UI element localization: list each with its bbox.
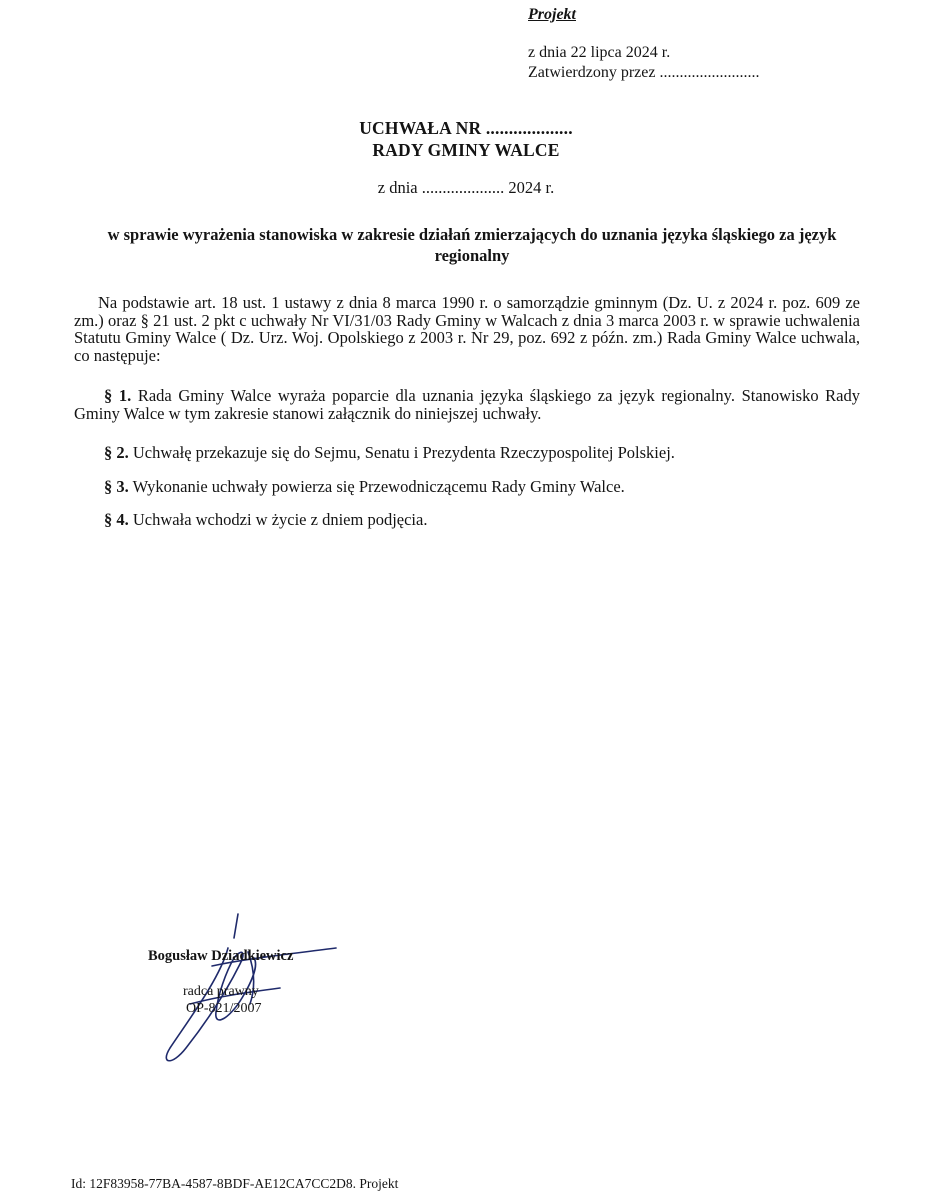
- approved-by-line: Zatwierdzony przez .........................: [528, 64, 760, 81]
- signatory-name: Bogusław Dziadkiewicz: [148, 948, 294, 964]
- section-number: § 1.: [104, 386, 132, 405]
- document-id-footer: Id: 12F83958-77BA-4587-8BDF-AE12CA7CC2D8. Projekt: [71, 1176, 399, 1191]
- header-date: z dnia 22 lipca 2024 r.: [528, 44, 671, 61]
- signatory-role: radca prawny: [183, 984, 259, 999]
- resolution-date: z dnia .................... 2024 r.: [377, 178, 555, 197]
- draft-label: Projekt: [528, 6, 576, 23]
- section-number: § 4.: [104, 510, 129, 529]
- council-name: RADY GMINY WALCE: [372, 140, 560, 160]
- resolution-subject: w sprawie wyrażenia stanowiska w zakresie działań zmierzających do uznania języka śląskiego za język regionalny: [107, 225, 837, 265]
- section-text: Wykonanie uchwały powierza się Przewodniczącemu Rady Gminy Walce.: [128, 477, 625, 496]
- section-text: Uchwałę przekazuje się do Sejmu, Senatu i Prezydenta Rzeczypospolitej Polskiej.: [128, 443, 675, 462]
- section-2: [74, 444, 860, 462]
- section-number: § 2.: [104, 443, 129, 462]
- section-number: § 3.: [104, 477, 129, 496]
- section-text: Uchwała wchodzi w życie z dniem podjęcia.: [128, 510, 428, 529]
- section-1: [74, 387, 860, 422]
- section-3: [74, 478, 860, 496]
- resolution-number: UCHWAŁA NR ...................: [359, 118, 573, 138]
- section-4: [74, 511, 860, 529]
- legal-basis-paragraph: Na podstawie art. 18 ust. 1 ustawy z dnia 8 marca 1990 r. o samorządzie gminnym (Dz. U. z 2024 r. poz. 609 ze zm.) oraz § 21 ust. 2 pkt c uchwały Nr VI/31/03 Rady Gminy w Walcach z dnia 3 marca 2003 r. w sprawie uchwalenia Statutu Gminy Walce ( Dz. Urz. Woj. Opolskiego z 2003 r. Nr 29, poz. 692 z późn. zm.) Rada Gminy Walce uchwala, co następuje:: [74, 293, 860, 365]
- section-text: Rada Gminy Walce wyraża poparcie dla uznania języka śląskiego za język regionalny. Stanowisko Rady Gminy Walce w tym zakresie stanowi załącznik do niniejszej uchwały.: [74, 386, 861, 423]
- signatory-license-number: OP-821/2007: [186, 1001, 262, 1016]
